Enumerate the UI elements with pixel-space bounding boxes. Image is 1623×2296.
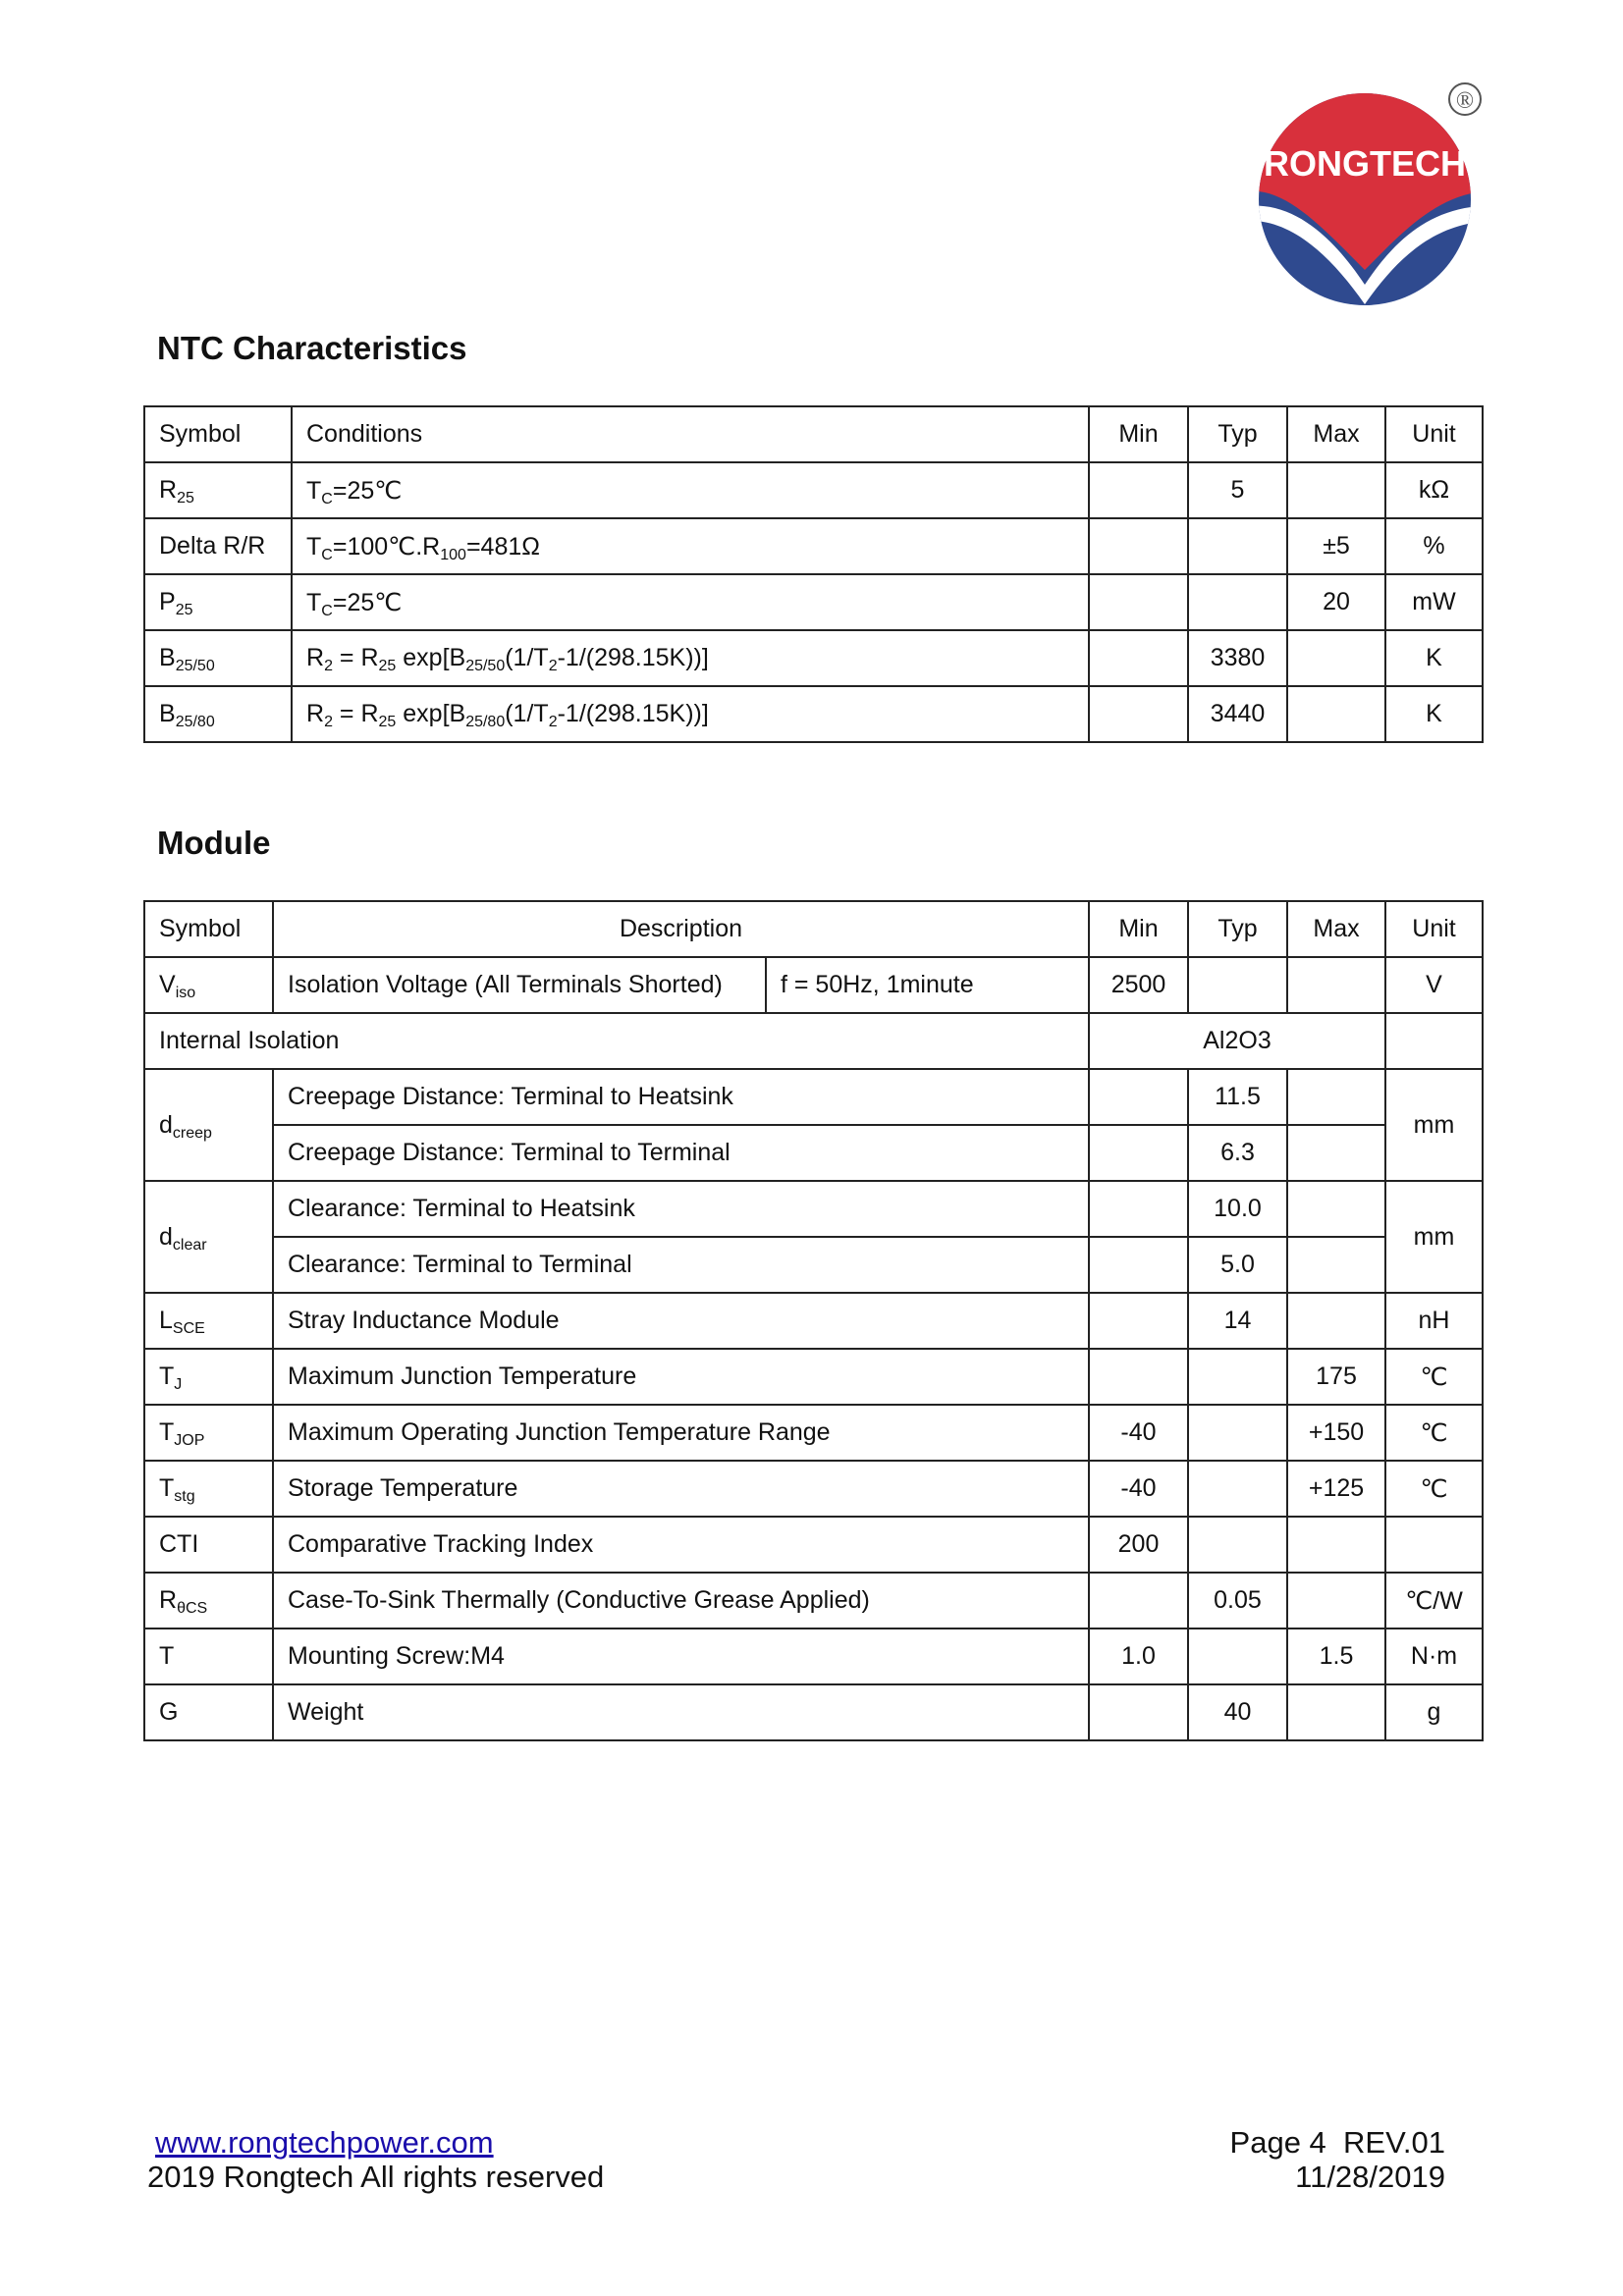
description-cell: Maximum Operating Junction Temperature Range (273, 1405, 1089, 1461)
header-symbol: Symbol (144, 901, 273, 957)
unit-cell: mW (1385, 574, 1483, 630)
max-cell: ±5 (1287, 518, 1385, 574)
table-row (144, 1573, 1483, 1629)
min-cell (1089, 518, 1188, 574)
min-cell (1089, 574, 1188, 630)
conditions-cell: $T_C=25℃$ (292, 574, 1089, 630)
max-cell: 20 (1287, 574, 1385, 630)
description-cell: Isolation Voltage (All Terminals Shorted) (273, 957, 766, 1013)
conditions-cell: $T_C=100℃.R_{100}=481\Omega$ (292, 518, 1089, 574)
max-cell (1287, 1573, 1385, 1629)
typ-cell: 3440 (1188, 686, 1287, 742)
max-cell: 1.5 (1287, 1629, 1385, 1684)
description-cell: Storage Temperature (273, 1461, 1089, 1517)
description-cell: Weight (273, 1684, 1089, 1740)
symbol-cell: $R_{\theta CS}$ (144, 1573, 273, 1629)
table-row-viso (144, 957, 1483, 1013)
description-cell: Maximum Junction Temperature (273, 1349, 1089, 1405)
module-table (143, 900, 1484, 1741)
table-row (144, 1461, 1483, 1517)
description-cell: Clearance: Terminal to Terminal (273, 1237, 1089, 1293)
max-cell: +150 (1287, 1405, 1385, 1461)
typ-cell: 3380 (1188, 630, 1287, 686)
symbol-cell: $L_{SCE}$ (144, 1293, 273, 1349)
header-unit: Unit (1385, 901, 1483, 957)
table-header-row (144, 406, 1483, 462)
page-revision: Page 4 REV.01 (1229, 2125, 1445, 2160)
unit-cell (1385, 1013, 1483, 1069)
max-cell (1287, 1517, 1385, 1573)
max-cell (1287, 462, 1385, 518)
unit-cell: N·m (1385, 1629, 1483, 1684)
typ-cell: 11.5 (1188, 1069, 1287, 1125)
typ-cell (1188, 1405, 1287, 1461)
min-cell (1089, 1125, 1188, 1181)
symbol-cell: $d_{clear}$ (144, 1181, 273, 1293)
max-cell (1287, 1069, 1385, 1125)
max-cell: +125 (1287, 1461, 1385, 1517)
registered-mark: ® (1455, 88, 1475, 114)
unit-cell: ℃ (1385, 1405, 1483, 1461)
min-cell (1089, 1181, 1188, 1237)
max-cell (1287, 686, 1385, 742)
header-typ: Typ (1188, 406, 1287, 462)
min-cell: 2500 (1089, 957, 1188, 1013)
typ-cell (1188, 518, 1287, 574)
typ-cell (1188, 1629, 1287, 1684)
description-cell: Creepage Distance: Terminal to Terminal (273, 1125, 1089, 1181)
typ-cell: 40 (1188, 1684, 1287, 1740)
max-cell (1287, 630, 1385, 686)
min-cell: 1.0 (1089, 1629, 1188, 1684)
copyright-text: 2019 Rongtech All rights reserved (147, 2160, 605, 2194)
unit-cell: ℃ (1385, 1349, 1483, 1405)
symbol-cell: $T_J$ (144, 1349, 273, 1405)
header-max: Max (1287, 901, 1385, 957)
table-row (144, 630, 1483, 686)
unit-cell: ℃/W (1385, 1573, 1483, 1629)
symbol-cell: G (144, 1684, 273, 1740)
description-cell: Stray Inductance Module (273, 1293, 1089, 1349)
table-row-dclear-2 (144, 1237, 1483, 1293)
max-cell (1287, 1293, 1385, 1349)
table-row-dcreep-1 (144, 1069, 1483, 1125)
typ-cell (1188, 1461, 1287, 1517)
table-row (144, 518, 1483, 574)
max-cell (1287, 957, 1385, 1013)
table-row (144, 1405, 1483, 1461)
symbol-cell: T (144, 1629, 273, 1684)
symbol-cell: Delta R/R (144, 518, 292, 574)
symbol-cell: $B_{25/80}$ (144, 686, 292, 742)
max-cell: 175 (1287, 1349, 1385, 1405)
typ-cell (1188, 957, 1287, 1013)
ntc-section-title: NTC Characteristics (157, 330, 467, 366)
symbol-cell: $T_{stg}$ (144, 1461, 273, 1517)
unit-cell: nH (1385, 1293, 1483, 1349)
min-cell (1089, 1237, 1188, 1293)
unit-cell: g (1385, 1684, 1483, 1740)
max-cell (1287, 1237, 1385, 1293)
max-cell (1287, 1181, 1385, 1237)
unit-cell: ℃ (1385, 1461, 1483, 1517)
header-min: Min (1089, 406, 1188, 462)
ntc-characteristics-table (143, 405, 1484, 743)
internal-isolation-value: Al2O3 (1089, 1013, 1385, 1069)
table-row-dcreep-2 (144, 1125, 1483, 1181)
unit-cell: K (1385, 630, 1483, 686)
table-row (144, 1684, 1483, 1740)
description-cell: Creepage Distance: Terminal to Heatsink (273, 1069, 1089, 1125)
table-row-internal-isolation (144, 1013, 1483, 1069)
table-row (144, 462, 1483, 518)
header-typ: Typ (1188, 901, 1287, 957)
typ-cell (1188, 1517, 1287, 1573)
description-cell: Mounting Screw:M4 (273, 1629, 1089, 1684)
min-cell (1089, 1349, 1188, 1405)
unit-cell: K (1385, 686, 1483, 742)
table-row (144, 1629, 1483, 1684)
typ-cell: 5 (1188, 462, 1287, 518)
max-cell (1287, 1684, 1385, 1740)
typ-cell: 6.3 (1188, 1125, 1287, 1181)
min-cell (1089, 462, 1188, 518)
conditions-cell: $R_2 = R_{25}$ $\exp[B_{25/80}(1/T_2-1/(298.15K))]$ (292, 686, 1089, 742)
condition-cell: f = 50Hz, 1minute (766, 957, 1089, 1013)
min-cell: 200 (1089, 1517, 1188, 1573)
min-cell (1089, 630, 1188, 686)
unit-cell: kΩ (1385, 462, 1483, 518)
typ-cell (1188, 574, 1287, 630)
description-cell: Clearance: Terminal to Heatsink (273, 1181, 1089, 1237)
min-cell (1089, 1573, 1188, 1629)
header-unit: Unit (1385, 406, 1483, 462)
unit-cell: mm (1385, 1181, 1483, 1293)
header-max: Max (1287, 406, 1385, 462)
table-header-row (144, 901, 1483, 957)
logo-wordmark: RONGTECH (1264, 143, 1466, 184)
unit-cell (1385, 1517, 1483, 1573)
header-description: Description (273, 901, 1089, 957)
unit-cell: mm (1385, 1069, 1483, 1181)
typ-cell: 10.0 (1188, 1181, 1287, 1237)
internal-isolation-label: Internal Isolation (144, 1013, 1089, 1069)
header-conditions: Conditions (292, 406, 1089, 462)
symbol-cell: $B_{25/50}$ (144, 630, 292, 686)
description-cell: Case-To-Sink Thermally (Conductive Grease Applied) (273, 1573, 1089, 1629)
symbol-cell: $d_{creep}$ (144, 1069, 273, 1181)
table-row (144, 1293, 1483, 1349)
document-date: 11/28/2019 (1295, 2160, 1445, 2194)
min-cell (1089, 1684, 1188, 1740)
min-cell (1089, 686, 1188, 742)
description-cell: Comparative Tracking Index (273, 1517, 1089, 1573)
min-cell: -40 (1089, 1461, 1188, 1517)
symbol-cell: $P_{25}$ (144, 574, 292, 630)
max-cell (1287, 1125, 1385, 1181)
unit-cell: V (1385, 957, 1483, 1013)
typ-cell (1188, 1349, 1287, 1405)
symbol-cell: $V_{iso}$ (144, 957, 273, 1013)
conditions-cell: $R_2 = R_{25}$ $\exp[B_{25/50}(1/T_2-1/(298.15K))]$ (292, 630, 1089, 686)
module-section-title: Module (157, 825, 271, 861)
website-link[interactable]: www.rongtechpower.com (155, 2125, 494, 2160)
company-logo (1247, 74, 1502, 319)
table-row (144, 686, 1483, 742)
typ-cell: 0.05 (1188, 1573, 1287, 1629)
conditions-cell: $T_C=25℃$ (292, 462, 1089, 518)
symbol-cell: CTI (144, 1517, 273, 1573)
min-cell (1089, 1069, 1188, 1125)
typ-cell: 14 (1188, 1293, 1287, 1349)
typ-cell: 5.0 (1188, 1237, 1287, 1293)
table-row (144, 574, 1483, 630)
table-row (144, 1349, 1483, 1405)
min-cell: -40 (1089, 1405, 1188, 1461)
symbol-cell: $T_{JOP}$ (144, 1405, 273, 1461)
symbol-cell: $R_{25}$ (144, 462, 292, 518)
header-min: Min (1089, 901, 1188, 957)
unit-cell: % (1385, 518, 1483, 574)
table-row (144, 1517, 1483, 1573)
header-symbol: Symbol (144, 406, 292, 462)
table-row-dclear-1 (144, 1181, 1483, 1237)
min-cell (1089, 1293, 1188, 1349)
